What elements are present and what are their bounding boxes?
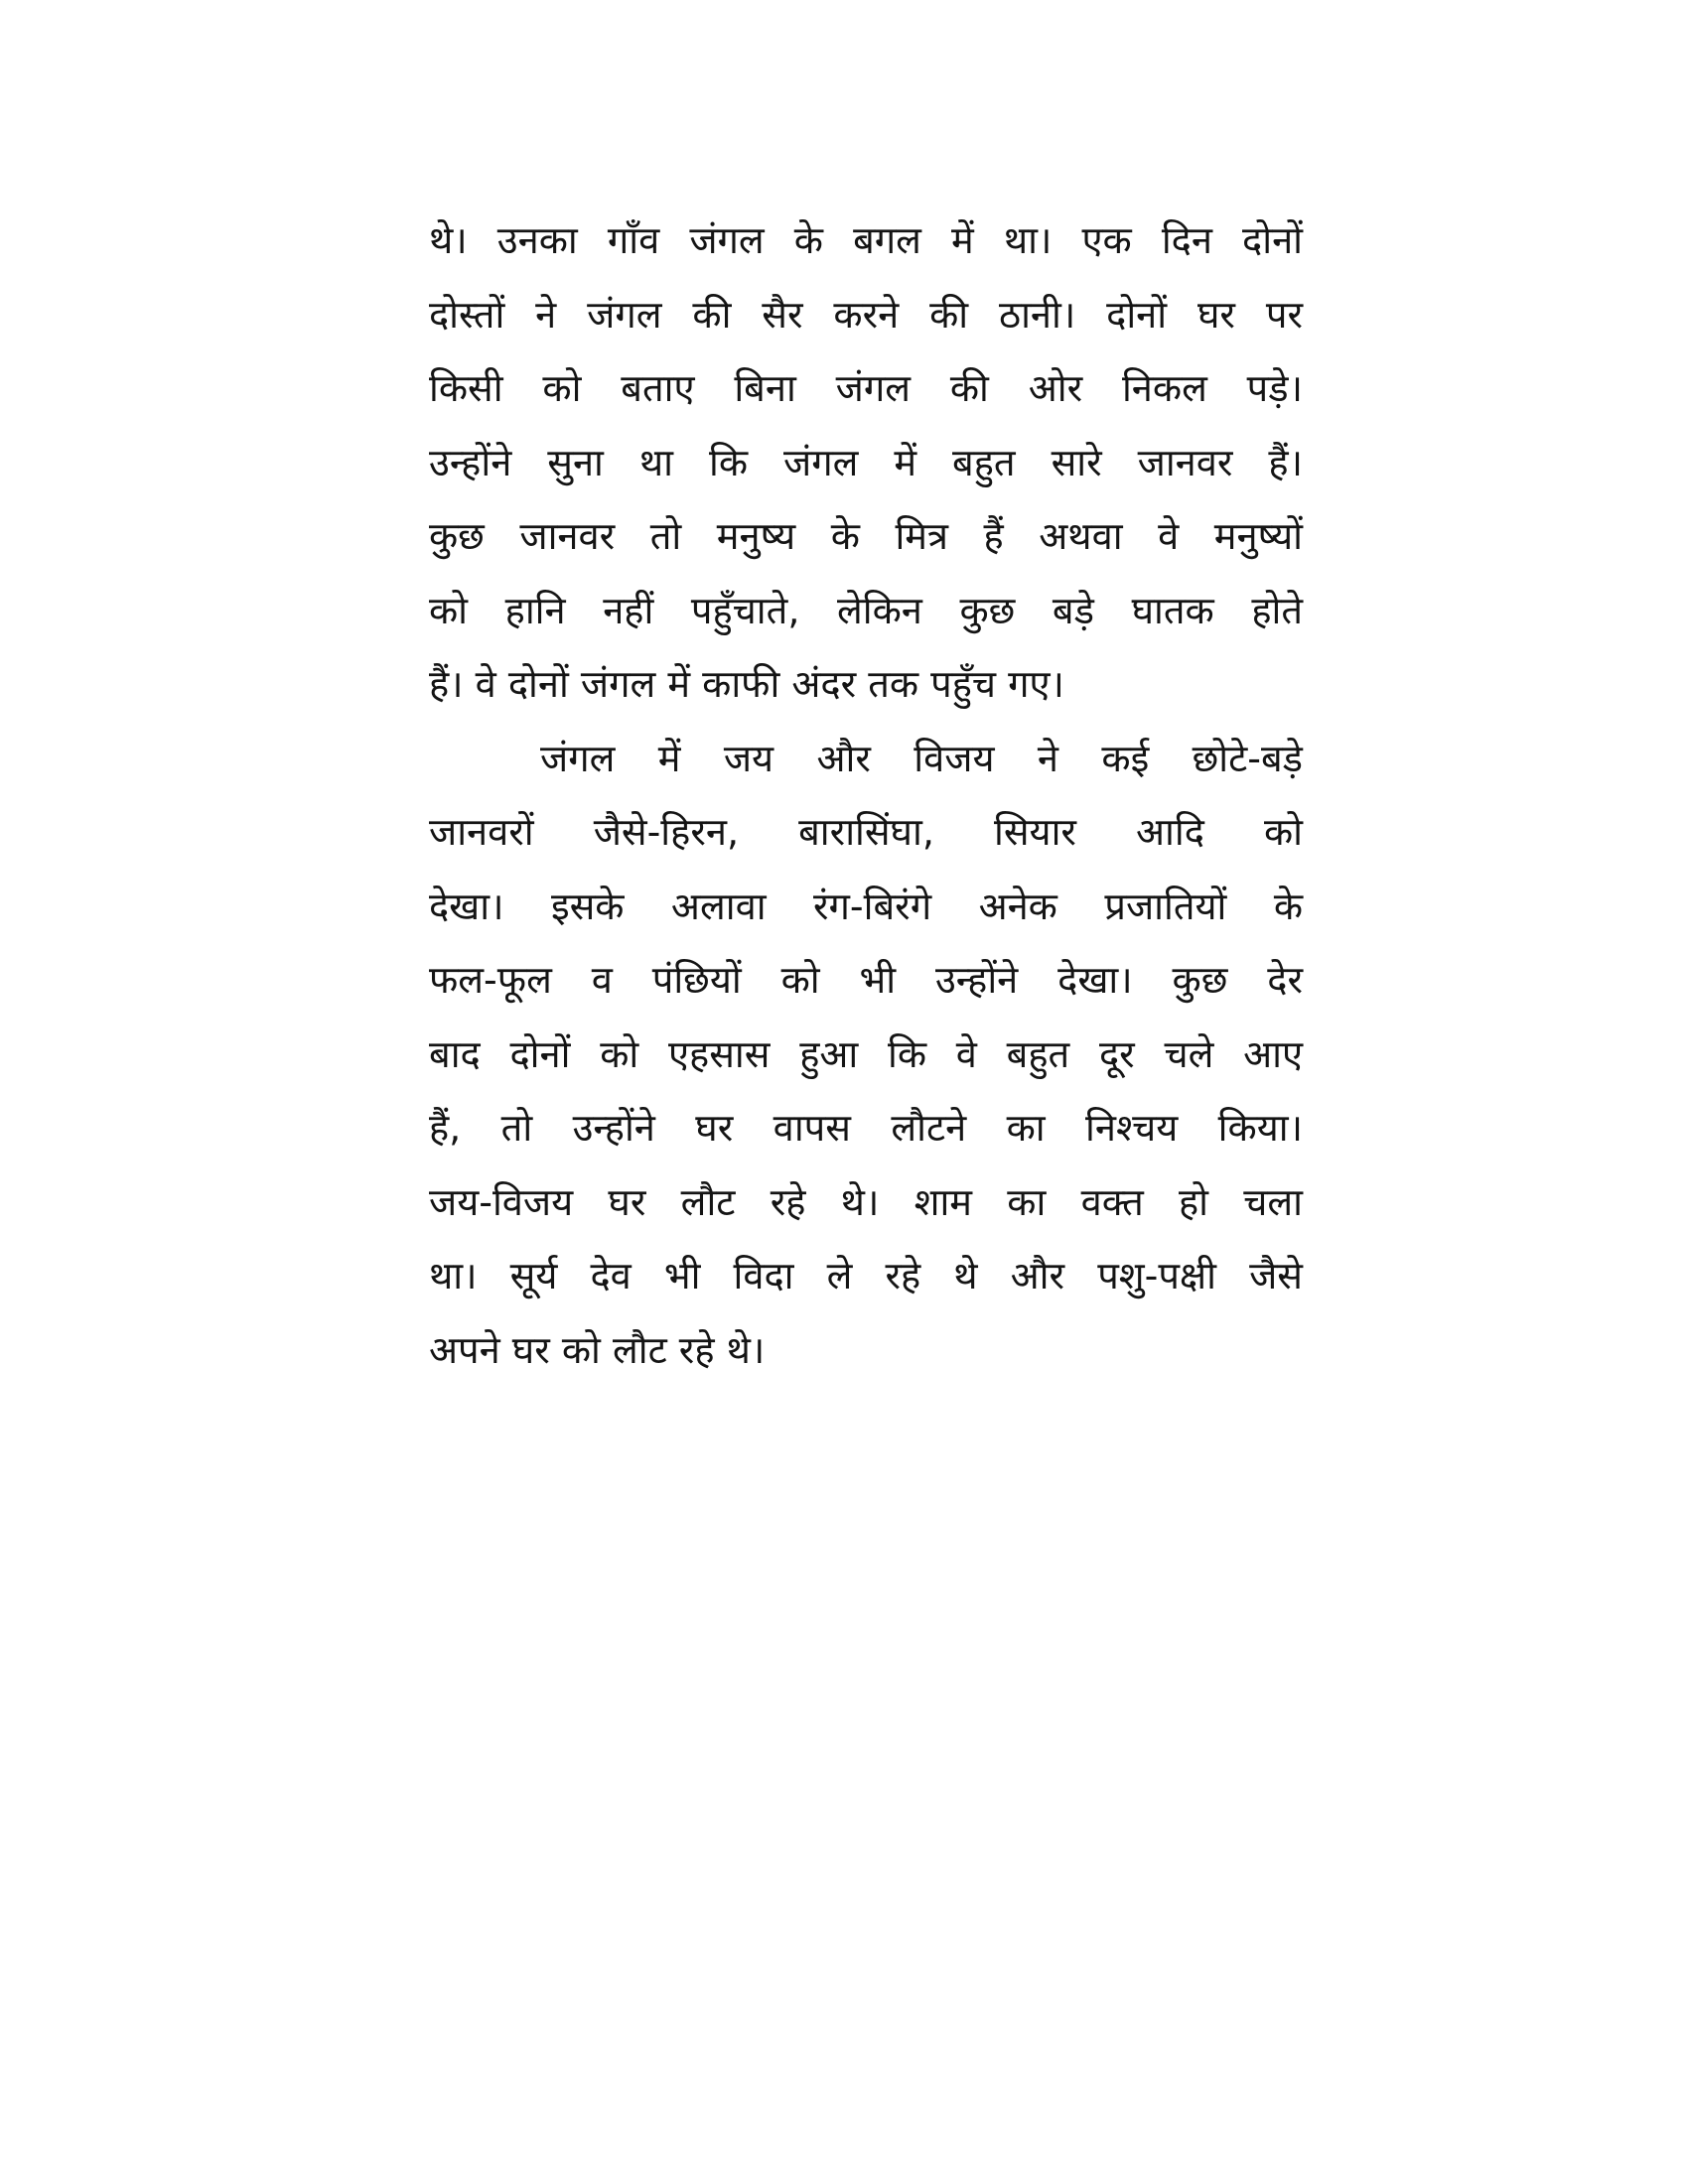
text-line: हैं। वे दोनों जंगल में काफी अंदर तक पहुँच गए। (429, 662, 1064, 706)
text-line: फल-फूल व पंछियों को भी उन्होंने देखा। कुछ देर (429, 958, 1303, 1002)
paragraph-2 (429, 722, 1303, 1388)
text-line: हैं, तो उन्होंने घर वापस लौटने का निश्चय किया। (429, 1106, 1303, 1150)
text-line: जानवरों जैसे-हिरन, बारासिंघा, सियार आदि को (429, 810, 1303, 854)
text-line: बाद दोनों को एहसास हुआ कि वे बहुत दूर चले आए (429, 1031, 1303, 1076)
text-line: जय-विजय घर लौट रहे थे। शाम का वक्त हो चला (429, 1179, 1303, 1224)
story-text (429, 204, 1303, 1387)
text-line: था। सूर्य देव भी विदा ले रहे थे और पशु-पक्षी जैसे (429, 1254, 1303, 1297)
text-line: किसी को बताए बिना जंगल की ओर निकल पड़े। (429, 366, 1303, 410)
text-line: अपने घर को लौट रहे थे। (429, 1327, 766, 1372)
text-line: को हानि नहीं पहुँचाते, लेकिन कुछ बड़े घातक होते (429, 588, 1303, 632)
text-line: कुछ जानवर तो मनुष्य के मित्र हैं अथवा वे मनुष्यों (429, 514, 1303, 558)
text-line: जंगल में जय और विजय ने कई छोटे-बड़े (540, 736, 1303, 780)
text-line: देखा। इसके अलावा रंग-बिरंगे अनेक प्रजातियों के (429, 884, 1303, 928)
text-line: दोस्तों ने जंगल की सैर करने की ठानी। दोनों घर पर (429, 292, 1303, 337)
text-line: उन्होंने सुना था कि जंगल में बहुत सारे जानवर हैं। (429, 440, 1303, 484)
paragraph-1 (429, 204, 1303, 722)
text-line: थे। उनका गाँव जंगल के बगल में था। एक दिन दोनों (429, 218, 1303, 262)
